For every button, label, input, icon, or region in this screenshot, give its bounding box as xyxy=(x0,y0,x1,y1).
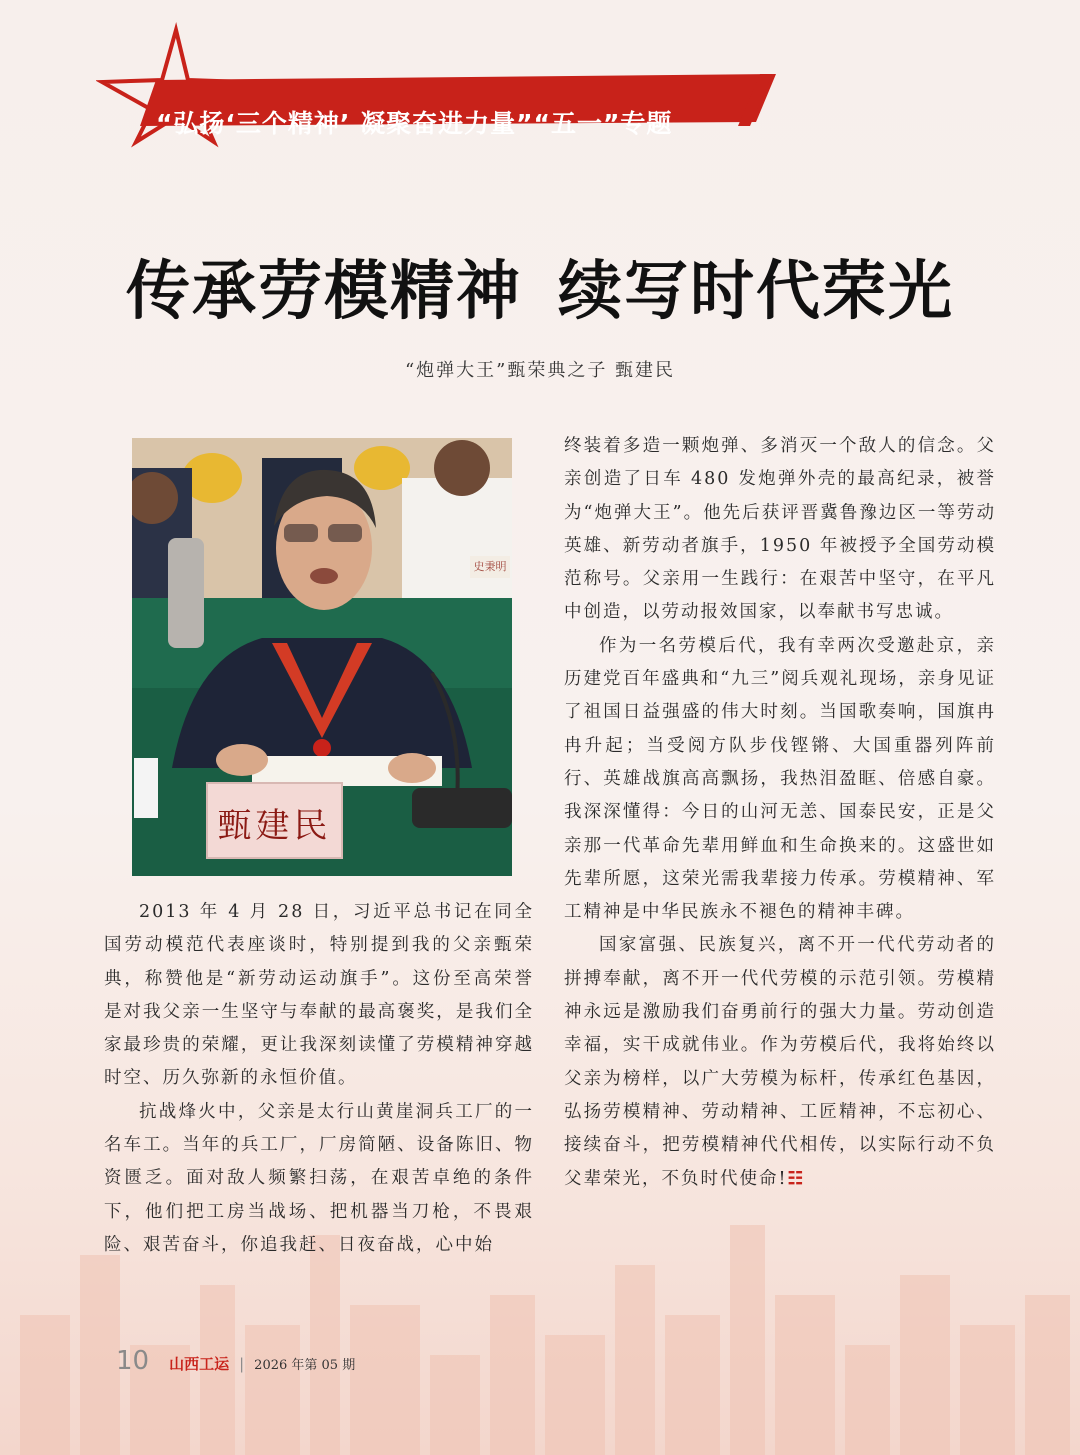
nameplate-text: 甄建民 xyxy=(217,806,332,846)
paragraph: 抗战烽火中，父亲是太行山黄崖洞兵工厂的一名车工。当年的兵工厂，厂房简陋、设备陈旧、物资匮乏。面对敌人频繁扫荡，在艰苦卓绝的条件下，他们把工房当战场、把机器当刀枪，不畏艰险、艰苦奋斗，你追我赶、日夜奋战，心中始 xyxy=(104,1101,534,1255)
title-part-1: 传承劳模精神 xyxy=(126,254,522,329)
paragraph-continued: 终装着多造一颗炮弹、多消灭一个敌人的信念。父亲创造了日车 480 发炮弹外壳的最高纪录，被誉为“炮弹大王”。他先后获评晋冀鲁豫边区一等劳动英雄、新劳动者旗手，1950 年被授予全国劳动模范称号。父亲用一生践行：在艰苦中坚守，在平凡中创造，以劳动报效国家，以奉献书写忠诚。 xyxy=(564,436,996,623)
article-column-right xyxy=(564,430,996,1196)
article-title xyxy=(0,240,1080,332)
paragraph-text: 国家富强、民族复兴，离不开一代代劳动者的拼搏奉献，离不开一代代劳模的示范引领。劳模精神永远是激励我们奋勇前行的强大力量。劳动创造幸福，实干成就伟业。作为劳模后代，我将始终以父亲为榜样，以广大劳模为标杆，传承红色基因，弘扬劳模精神、劳动精神、工匠精神，不忘初心、接续奋斗，把劳模精神代代相传，以实际行动不负父辈荣光，不负时代使命! xyxy=(564,935,996,1189)
paragraph xyxy=(564,929,996,1195)
paragraph: 2013 年 4 月 28 日，习近平总书记在同全国劳动模范代表座谈时，特别提到我的父亲甄荣典，称赞他是“新劳动运动旗手”。这份至高荣誉是对我父亲一生坚守与奉献的最高褒奖，是我们全家最珍贵的荣耀，更让我深刻读懂了劳模精神穿越时空、历久弥新的永恒价值。 xyxy=(104,902,534,1089)
paragraph: 作为一名劳模后代，我有幸两次受邀赴京，亲历建党百年盛典和“九三”阅兵观礼现场，亲身见证了祖国日益强盛的伟大时刻。当国歌奏响，国旗冉冉升起；当受阅方队步伐铿锵、大国重器列阵前行、英雄战旗高高飘扬，我热泪盈眶、倍感自豪。我深深懂得：今日的山河无恙、国泰民安，正是父亲那一代革命先辈用鲜血和生命换来的。这盛世如先辈所愿，这荣光需我辈接力传承。劳模精神、军工精神是中华民族永不褪色的精神丰碑。 xyxy=(564,635,996,923)
issue-label: 2026 年第 05 期 xyxy=(254,1358,356,1373)
table-sign-text: 史秉明 xyxy=(470,556,510,578)
page-footer xyxy=(116,1346,355,1376)
end-mark-icon: ☷ xyxy=(787,1168,806,1189)
magazine-name: 山西工运 xyxy=(169,1355,230,1373)
topic-banner xyxy=(96,22,786,152)
speaker-photo xyxy=(132,438,512,876)
article-byline: “炮弹大王”甄荣典之子 甄建民 xyxy=(404,360,676,381)
footer-separator: | xyxy=(239,1355,245,1373)
article-column-left xyxy=(104,896,534,1262)
page-number: 10 xyxy=(116,1346,150,1376)
banner-title: “弘扬‘三个精神’ 凝聚奋进力量”“五一”专题 xyxy=(156,109,673,138)
title-part-2: 续写时代荣光 xyxy=(558,254,954,329)
